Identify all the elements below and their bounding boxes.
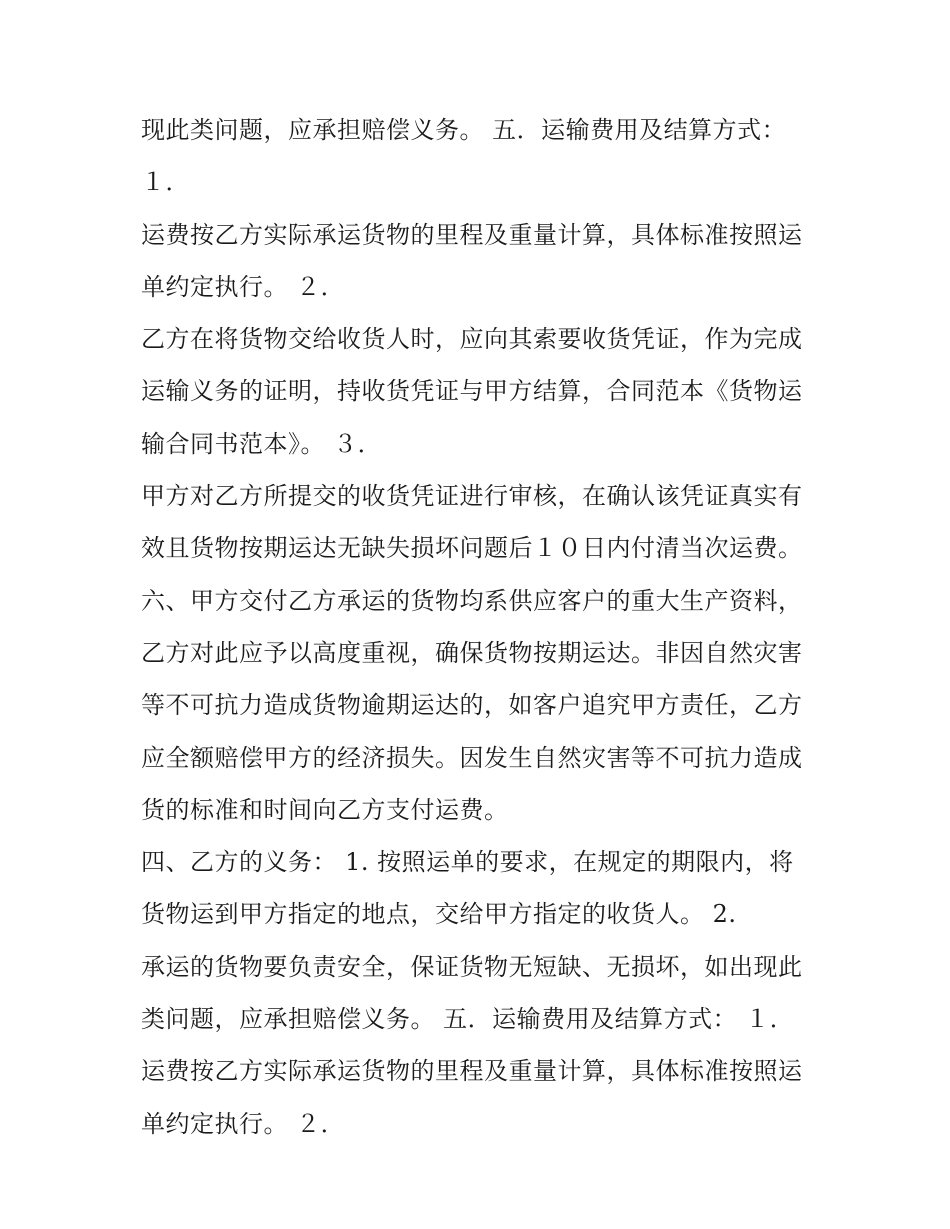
document-body: [141, 107, 821, 1153]
text-line: 运费按乙方实际承运货物的里程及重量计算，具体标准按照运: [141, 1057, 803, 1086]
text-line: 甲方对乙方所提交的收货凭证进行审核，在确认该凭证真实有: [141, 482, 803, 511]
text-line: 输合同书范本》。 ３．: [141, 429, 383, 458]
text-line: 现此类问题，应承担赔偿义务。 五．运输费用及结算方式：: [141, 116, 787, 144]
text-line: 单约定执行。 ２．: [141, 1109, 346, 1138]
text-line: 单约定执行。 ２．: [141, 272, 346, 301]
text-line: 效且货物按期运达无缺失损坏问题后１０日内付清当次运费。: [141, 534, 803, 563]
text-line: 类问题，应承担赔偿义务。 五．运输费用及结算方式： １．: [141, 1005, 795, 1034]
text-line: 运费按乙方实际承运货物的里程及重量计算，具体标准按照运: [141, 220, 803, 249]
text-line: 承运的货物要负责安全，保证货物无短缺、无损坏，如出现此: [141, 952, 803, 981]
text-line: 乙方对此应予以高度重视，确保货物按期运达。非因自然灾害: [141, 638, 803, 667]
text-line: 货物运到甲方指定的地点，交给甲方指定的收货人。 2.: [141, 900, 737, 929]
text-line: 应全额赔偿甲方的经济损失。因发生自然灾害等不可抗力造成: [141, 743, 803, 772]
text-line: 货的标准和时间向乙方支付运费。: [141, 795, 509, 824]
text-line: １．: [141, 168, 190, 197]
text-line: 等不可抗力造成货物逾期运达的，如客户追究甲方责任，乙方: [141, 691, 803, 720]
text-line: 六、甲方交付乙方承运的货物均系供应客户的重大生产资料，: [141, 586, 803, 615]
text-line: 四、乙方的义务： 1. 按照运单的要求，在规定的期限内，将: [141, 848, 794, 877]
text-line: 运输义务的证明，持收货凭证与甲方结算，合同范本《货物运: [141, 377, 803, 406]
text-line: 乙方在将货物交给收货人时，应向其索要收货凭证，作为完成: [141, 325, 803, 354]
